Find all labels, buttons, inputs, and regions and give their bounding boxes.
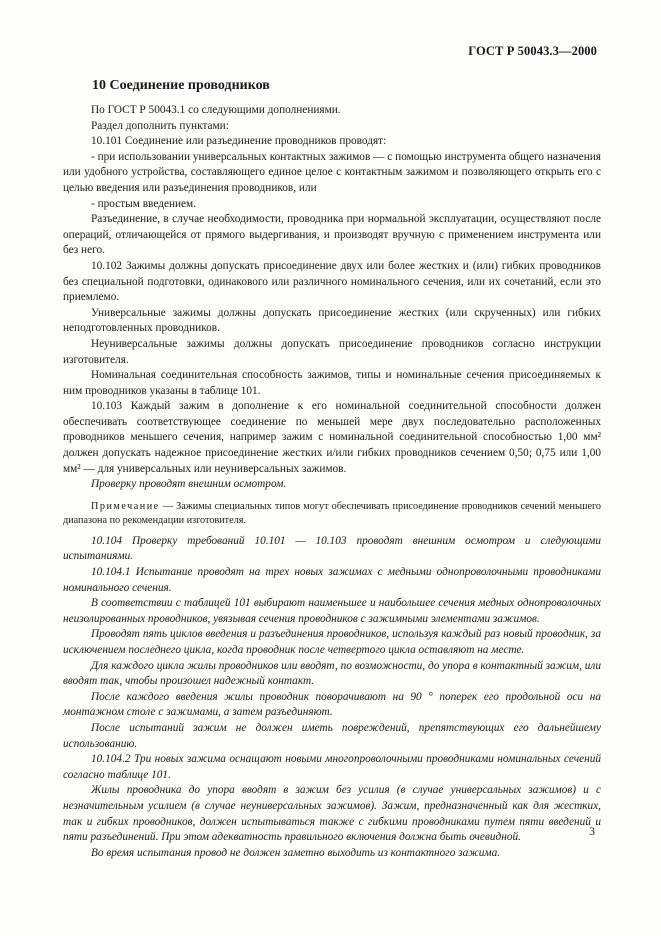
note bbox=[63, 500, 601, 529]
paragraph: Для каждого цикла жилы проводников или вводят, по возможности, до упора в контактный зажим, или вводят так, чтобы произошел надежный контакт. bbox=[63, 659, 601, 688]
section-heading: 10 Соединение проводников bbox=[92, 78, 270, 93]
paragraph: Универсальные зажимы должны допускать присоединение жестких (или скрученных) или гибких неподготовленных проводников. bbox=[63, 306, 601, 335]
paragraph: Проводят пять циклов введения и разъединения проводников, используя каждый раз новый проводник, за исключением последнего цикла, когда проводник после четвертого цикла оставляют на месте. bbox=[63, 628, 601, 656]
page-number: 3 bbox=[589, 826, 595, 838]
clause-10-101: 10.101 Соединение или разъединение проводников проводят: bbox=[91, 135, 387, 148]
clause-10-104-2: 10.104.2 Три новых зажима оснащают новыми многопроволочными проводниками номинальных сечений согласно таблице 101. bbox=[63, 753, 601, 781]
paragraph: В соответствии с таблицей 101 выбирают наименьшее и наибольшее сечения медных однопроволочных неизолированных проводников, увязывая сечения проводников с зажимными элементами зажимов. bbox=[63, 597, 601, 625]
paragraph: Неуниверсальные зажимы должны допускать присоединение проводников согласно инструкции изготовителя. bbox=[63, 337, 601, 366]
paragraph: Раздел дополнить пунктами: bbox=[91, 119, 229, 132]
document-code-header: ГОСТ Р 50043.3—2000 bbox=[468, 44, 597, 58]
paragraph: Во время испытания провод не должен заметно выходить из контактного зажима. bbox=[91, 846, 501, 859]
paragraph: Номинальная соединительная способность зажимов, типы и номинальные сечения присоединяемых к ним проводников указаны в таблице 101. bbox=[63, 369, 601, 397]
note-label: Примечание bbox=[91, 500, 160, 512]
body-text bbox=[63, 103, 601, 861]
paragraph: После каждого введения жилы проводник поворачивают на 90 ° поперек его продольной оси на монтажном столе с зажимами, а затем разъединяют. bbox=[63, 690, 601, 719]
paragraph: После испытаний зажим не должен иметь повреждений, препятствующих его дальнейшему использованию. bbox=[63, 721, 601, 750]
clause-10-104: 10.104 Проверку требований 10.101 — 10.103 проводят внешним осмотром и следующими испытаниями. bbox=[63, 534, 601, 563]
list-item: - простым введением. bbox=[91, 197, 197, 210]
clause-10-104-1: 10.104.1 Испытание проводят на трех новых зажимах с медными однопроволочными проводниками номинального сечения. bbox=[63, 566, 601, 594]
clause-10-103: 10.103 Каждый зажим в дополнение к его номинальной соединительной способности должен обеспечивать соответствующее соединение по меньшей мере двух последовательно расположенных проводников меньшего сечения, например зажим с номинальной соединительной способностью 1,00 мм² должен допускать надежное присоединение жестких и/или гибких проводников сечением 0,50; 0,75 или 1,00 мм² — для универсальных или неуниверсальных зажимов. bbox=[63, 400, 601, 475]
paragraph: Разъединение, в случае необходимости, проводника при нормальной эксплуатации, осуществляют после операций, отличающейся от прямого выдергивания, и производят вручную с применением инструмента или без него. bbox=[63, 213, 601, 257]
list-item: - при использовании универсальных контактных зажимов — с помощью инструмента общего назначения или удобного устройства, составляющего единое целое с контактным зажимом и позволяющего открыть его с целью введения или разъединения проводников, или bbox=[63, 150, 601, 194]
note-text: — Зажимы специальных типов могут обеспечивать присоединение проводников сечений меньшего диапазона по рекомендации изготовителя. bbox=[63, 500, 601, 527]
clause-10-102: 10.102 Зажимы должны допускать присоединение двух или более жестких и (или) гибких проводников без специальной подготовки, одинакового или различного номинального сечения, или их сочетаний, если это приемлемо. bbox=[63, 259, 601, 304]
paragraph: Проверку проводят внешним осмотром. bbox=[91, 478, 287, 491]
paragraph: По ГОСТ Р 50043.1 со следующими дополнениями. bbox=[91, 104, 341, 116]
paragraph: Жилы проводника до упора вводят в зажим без усилия (в случае универсальных зажимов) и с незначительным усилием (в случае неуниверсальных зажимов). Зажим, предназначенный как для жестких, так и гибких проводников, должен испытываться также с гибкими проводниками путем пяти введений и пяти разъединений. При этом адекватность правильного включения должна быть очевидной. bbox=[63, 784, 601, 844]
